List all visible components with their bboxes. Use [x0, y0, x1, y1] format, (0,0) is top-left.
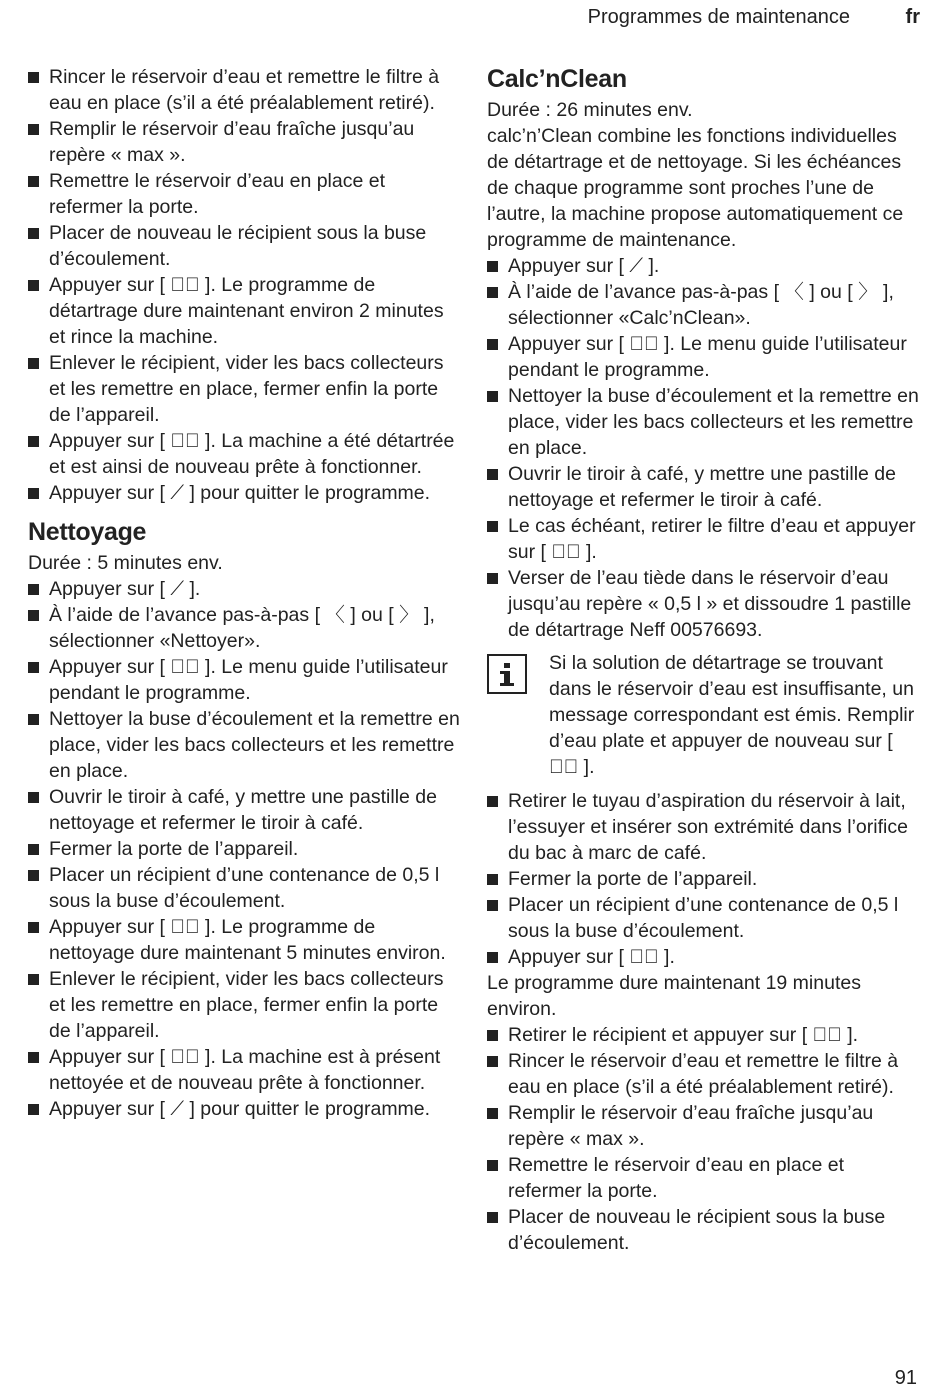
list-item: Remettre le réservoir d’eau en place et refermer la porte.: [487, 1152, 919, 1204]
list-item: Rincer le réservoir d’eau et remettre le filtre à eau en place (s’il a été préalablement retiré).: [28, 64, 460, 116]
calcnclean-steps-c: [487, 1022, 919, 1256]
info-icon: [487, 654, 527, 694]
page-header: [0, 6, 950, 32]
header-section-title: Programmes de maintenance: [587, 6, 850, 28]
list-item: Placer un récipient d’une contenance de 0,5 l sous la buse d’écoulement.: [487, 892, 919, 944]
calcnclean-steps-b: [487, 788, 919, 970]
list-item: Appuyer sur [ ▷⃞ ]. Le programme de détartrage dure maintenant environ 2 minutes et rince la machine.: [28, 272, 460, 350]
nettoyage-heading: Nettoyage: [28, 518, 147, 546]
list-item: Appuyer sur [ ▷⃞ ]. Le menu guide l’utilisateur pendant le programme.: [487, 331, 919, 383]
calcnclean-middle-text: Le programme dure maintenant 19 minutes environ.: [487, 972, 861, 1020]
list-item: Placer un récipient d’une contenance de 0,5 l sous la buse d’écoulement.: [28, 862, 460, 914]
intro-steps-list: [28, 64, 460, 506]
list-item: Appuyer sur [ ⟋ ] pour quitter le programme.: [28, 480, 460, 506]
nettoyage-duration: Durée : 5 minutes env.: [28, 552, 223, 574]
left-column: [28, 64, 460, 1122]
calcnclean-heading: Calc’nClean: [487, 65, 627, 93]
calcnclean-description: calc’n’Clean combine les fonctions individuelles de détartrage et de nettoyage. Si les échéances de chaque programme sont proches l’une de l’autre, la machine propose automatiquement ce programme de maintenance.: [487, 125, 904, 251]
right-column: [487, 62, 919, 1256]
list-item: Retirer le tuyau d’aspiration du réservoir à lait, l’essuyer et insérer son extrémité dans l’orifice du bac à marc de café.: [487, 788, 919, 866]
list-item: À l’aide de l’avance pas-à-pas [ 〈 ] ou [ 〉 ], sélectionner «Calc’nClean».: [487, 279, 919, 331]
list-item: Appuyer sur [ ▷⃞ ]. La machine a été détartrée et est ainsi de nouveau prête à fonctionner.: [28, 428, 460, 480]
list-item: Nettoyer la buse d’écoulement et la remettre en place, vider les bacs collecteurs et les remettre en place.: [28, 706, 460, 784]
list-item: Enlever le récipient, vider les bacs collecteurs et les remettre en place, fermer enfin la porte de l’appareil.: [28, 966, 460, 1044]
calcnclean-duration: Durée : 26 minutes env.: [487, 99, 693, 121]
list-item: Enlever le récipient, vider les bacs collecteurs et les remettre en place, fermer enfin la porte de l’appareil.: [28, 350, 460, 428]
list-item: Appuyer sur [ ▷⃞ ].: [487, 944, 919, 970]
nettoyage-steps-list: [28, 576, 460, 1122]
list-item: Le cas échéant, retirer le filtre d’eau et appuyer sur [ ▷⃞ ].: [487, 513, 919, 565]
calcnclean-steps-a: [487, 253, 919, 643]
info-note-text: Si la solution de détartrage se trouvant dans le réservoir d’eau est insuffisante, un message correspondant est émis. Remplir d’eau plate et appuyer de nouveau sur [ ▷⃞ ].: [549, 652, 915, 778]
list-item: Appuyer sur [ ⟋ ].: [28, 576, 460, 602]
page-number: 91: [894, 1367, 917, 1389]
list-item: Appuyer sur [ ▷⃞ ]. Le menu guide l’utilisateur pendant le programme.: [28, 654, 460, 706]
list-item: Verser de l’eau tiède dans le réservoir d’eau jusqu’au repère « 0,5 l » et dissoudre 1 pastille de détartrage Neff 00576693.: [487, 565, 919, 643]
list-item: Remettre le réservoir d’eau en place et refermer la porte.: [28, 168, 460, 220]
list-item: Appuyer sur [ ▷⃞ ]. La machine est à présent nettoyée et de nouveau prête à fonctionner.: [28, 1044, 460, 1096]
list-item: Fermer la porte de l’appareil.: [28, 836, 460, 862]
list-item: À l’aide de l’avance pas-à-pas [ 〈 ] ou [ 〉 ], sélectionner «Nettoyer».: [28, 602, 460, 654]
list-item: Appuyer sur [ ⟋ ].: [487, 253, 919, 279]
list-item: Retirer le récipient et appuyer sur [ ▷⃞ ].: [487, 1022, 919, 1048]
list-item: Remplir le réservoir d’eau fraîche jusqu’au repère « max ».: [487, 1100, 919, 1152]
list-item: Ouvrir le tiroir à café, y mettre une pastille de nettoyage et refermer le tiroir à café.: [487, 461, 919, 513]
info-note: [487, 650, 919, 780]
list-item: Rincer le réservoir d’eau et remettre le filtre à eau en place (s’il a été préalablement retiré).: [487, 1048, 919, 1100]
list-item: Nettoyer la buse d’écoulement et la remettre en place, vider les bacs collecteurs et les remettre en place.: [487, 383, 919, 461]
header-language: fr: [905, 6, 920, 28]
list-item: Fermer la porte de l’appareil.: [487, 866, 919, 892]
list-item: Ouvrir le tiroir à café, y mettre une pastille de nettoyage et refermer le tiroir à café.: [28, 784, 460, 836]
list-item: Appuyer sur [ ▷⃞ ]. Le programme de nettoyage dure maintenant 5 minutes environ.: [28, 914, 460, 966]
list-item: Placer de nouveau le récipient sous la buse d’écoulement.: [487, 1204, 919, 1256]
list-item: Placer de nouveau le récipient sous la buse d’écoulement.: [28, 220, 460, 272]
list-item: Appuyer sur [ ⟋ ] pour quitter le programme.: [28, 1096, 460, 1122]
list-item: Remplir le réservoir d’eau fraîche jusqu’au repère « max ».: [28, 116, 460, 168]
